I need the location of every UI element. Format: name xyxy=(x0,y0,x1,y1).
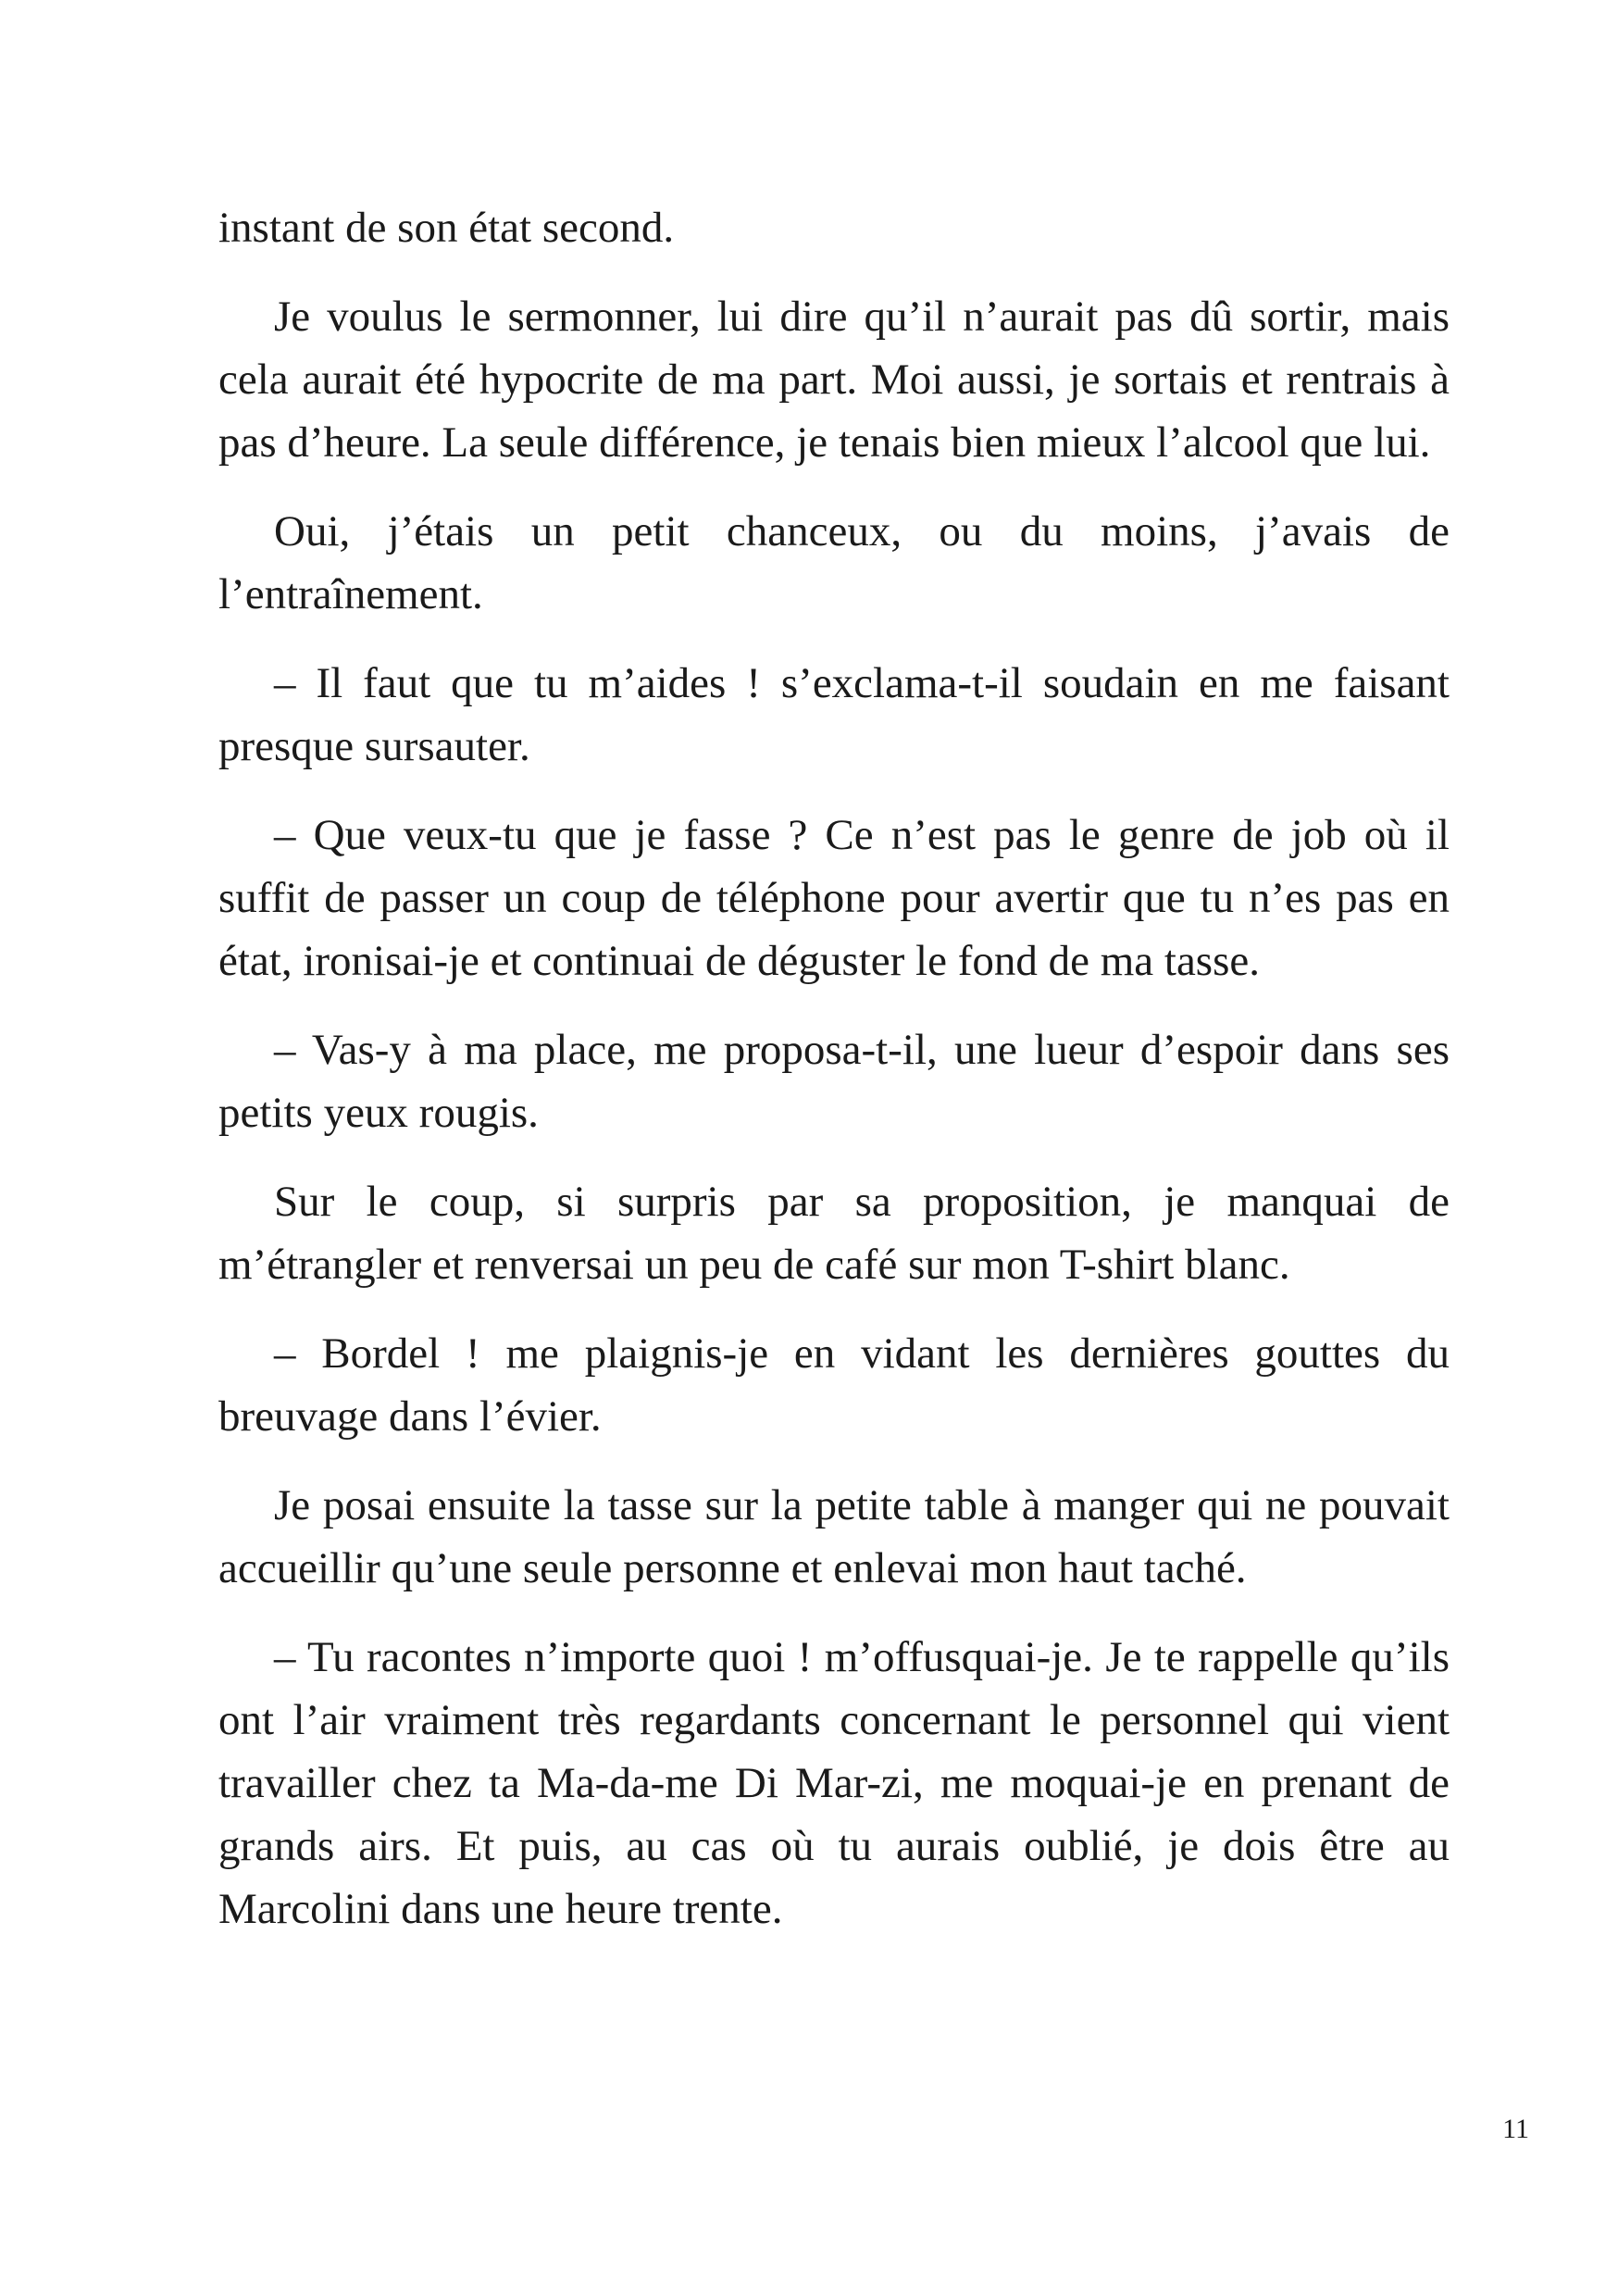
paragraph: Je posai ensuite la tasse sur la petite table à manger qui ne pouvait accueillir qu’une seule personne et enlevai mon haut taché. xyxy=(218,1481,1450,1592)
paragraph: Oui, j’étais un petit chanceux, ou du moins, j’avais de l’entraînement. xyxy=(218,507,1450,618)
dialogue-paragraph: – Vas-y à ma place, me proposa-t-il, une lueur d’espoir dans ses petits yeux rougis. xyxy=(218,1026,1450,1137)
paragraph: Sur le coup, si surpris par sa proposition, je manquai de m’étrangler et renversai un peu de café sur mon T-shirt blanc. xyxy=(218,1178,1450,1289)
dialogue-paragraph: – Que veux-tu que je fasse ? Ce n’est pas le genre de job où il suffit de passer un coup de téléphone pour avertir que tu n’es pas en état, ironisai-je et continuai de déguster le fond de ma tasse. xyxy=(218,811,1450,985)
paragraph-continuation: instant de son état second. xyxy=(218,204,675,252)
body-text xyxy=(218,196,1450,1966)
dialogue-paragraph: – Tu racontes n’importe quoi ! m’offusquai-je. Je te rappelle qu’ils ont l’air vraiment très regardants concernant le personnel qui vient travailler chez ta Ma-da-me Di Mar-zi, me moquai-je en prenant de grands airs. Et puis, au cas où tu aurais oublié, je dois être au Marcolini dans une heure trente. xyxy=(218,1633,1450,1933)
paragraph: Je voulus le sermonner, lui dire qu’il n’aurait pas dû sortir, mais cela aurait été hypocrite de ma part. Moi aussi, je sortais et rentrais à pas d’heure. La seule différence, je tenais bien mieux l’alcool que lui. xyxy=(218,293,1450,467)
page-number: 11 xyxy=(1502,2114,1529,2144)
dialogue-paragraph: – Il faut que tu m’aides ! s’exclama-t-il soudain en me faisant presque sursauter. xyxy=(218,659,1450,770)
dialogue-paragraph: – Bordel ! me plaignis-je en vidant les dernières gouttes du breuvage dans l’évier. xyxy=(218,1329,1450,1441)
